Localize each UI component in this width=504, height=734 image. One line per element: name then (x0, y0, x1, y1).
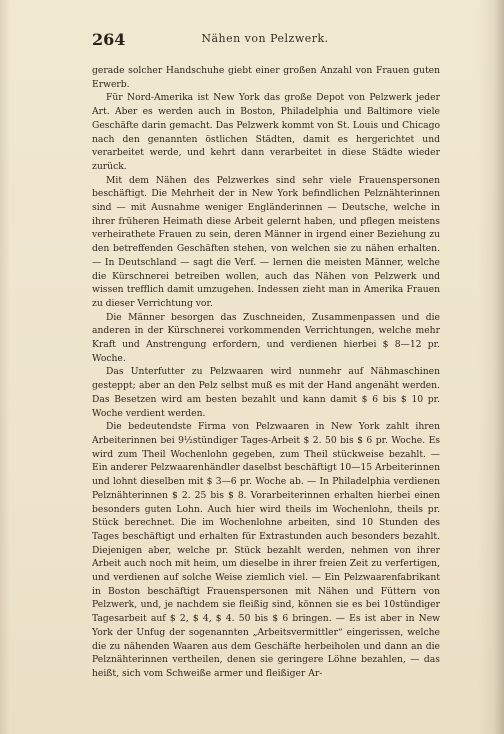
paragraph: Die Männer besorgen das Zuschneiden, Zusammenpassen und die anderen in der Kürschnerei vorkommenden Verrichtungen, welche mehr Kraft und Anstrengung erfordern, und verdienen hierbei $ 8—12 pr. Woche. (92, 311, 440, 364)
paragraph: Das Unterfutter zu Pelzwaaren wird nunmehr auf Nähmaschinen gesteppt; aber an den Pelz selbst muß es mit der Hand angenäht werden. Das Besetzen wird am besten bezahlt und kann damit $ 6 bis $ 10 pr. Woche verdient werden. (92, 366, 440, 419)
paragraph: gerade solcher Handschuhe giebt einer großen Anzahl von Frauen guten Erwerb. (92, 65, 440, 90)
paragraph: Die bedeutendste Firma von Pelzwaaren in New York zahlt ihren Arbeiterinnen bei 9½stündiger Tages-Arbeit $ 2. 50 bis $ 6 pr. Woche. Es wird zum Theil Wochenlohn gegeben, zum Theil stückweise bezahlt. — Ein anderer Pelzwaarenhändler daselbst beschäftigt 10—15 Arbeiterinnen und lohnt dieselben mit $ 3—6 pr. Woche ab. — In Philadelphia verdienen Pelznähterinnen $ 2. 25 bis $ 8. Vorarbeiterinnen erhalten hierbei einen besonders guten Lohn. Auch hier wird theils im Wochenlohn, theils pr. Stück berechnet. Die im Wochenlohne arbeiten, sind 10 Stunden des Tages beschäftigt und erhalten für Extrastunden auch besonders bezahlt. Diejenigen aber, welche pr. Stück bezahlt werden, nehmen von ihrer Arbeit auch noch mit heim, um dieselbe in ihrer freien Zeit zu verfertigen, und verdienen auf solche Weise ziemlich viel. — Ein Pelzwaarenfabrikant in Boston beschäftigt Frauenspersonen mit Nähen und Füttern von Pelzwerk, und, je nachdem sie fleißig sind, können sie es bei 10stündiger Tagesarbeit auf $ 2, $ 4, $ 4. 50 bis $ 6 bringen. — Es ist aber in New York der Unfug der sogenannten „Arbeitsvermittler“ eingerissen, welche die zu nähenden Waaren aus dem Geschäfte herbeiholen und dann an die Pelznähterinnen vertheilen, denen sie geringere Löhne bezahlen, — das heißt, sich vom Schweiße armer und fleißiger Ar- (92, 421, 440, 679)
body-text (92, 64, 440, 681)
page-header (92, 30, 438, 48)
paragraph: Für Nord-Amerika ist New York das große Depot von Pelzwerk jeder Art. Aber es werden auch in Boston, Philadelphia und Baltimore viele Geschäfte darin gemacht. Das Pelzwerk kommt von St. Louis und Chicago nach den genannten östlichen Städten, damit es hergerichtet und verarbeitet werde, und kehrt dann verarbeitet in diese Städte wieder zurück. (92, 92, 440, 172)
running-title: Nähen von Pelzwerk. (201, 32, 329, 45)
page-number: 264 (92, 30, 126, 49)
paragraph: Mit dem Nähen des Pelzwerkes sind sehr viele Frauenspersonen beschäftigt. Die Mehrheit der in New York befindlichen Pelznähterinnen sind — mit Ausnahme weniger Engländerinnen — Deutsche, welche in ihrer früheren Heimath diese Arbeit gelernt haben, und pflegen meistens verheirathete Frauen zu sein, deren Männer in irgend einer Beziehung zu den betreffenden Geschäften stehen, von welchen sie zu nähen erhalten. — In Deutschland — sagt die Verf. — lernen die meisten Männer, welche die Kürschnerei betreiben wollen, auch das Nähen von Pelzwerk und wissen trefflich damit umzugehen. Indessen zieht man in Amerika Frauen zu dieser Verrichtung vor. (92, 174, 440, 309)
binding-shadow (0, 0, 10, 734)
page-edge-shadow (478, 0, 504, 734)
